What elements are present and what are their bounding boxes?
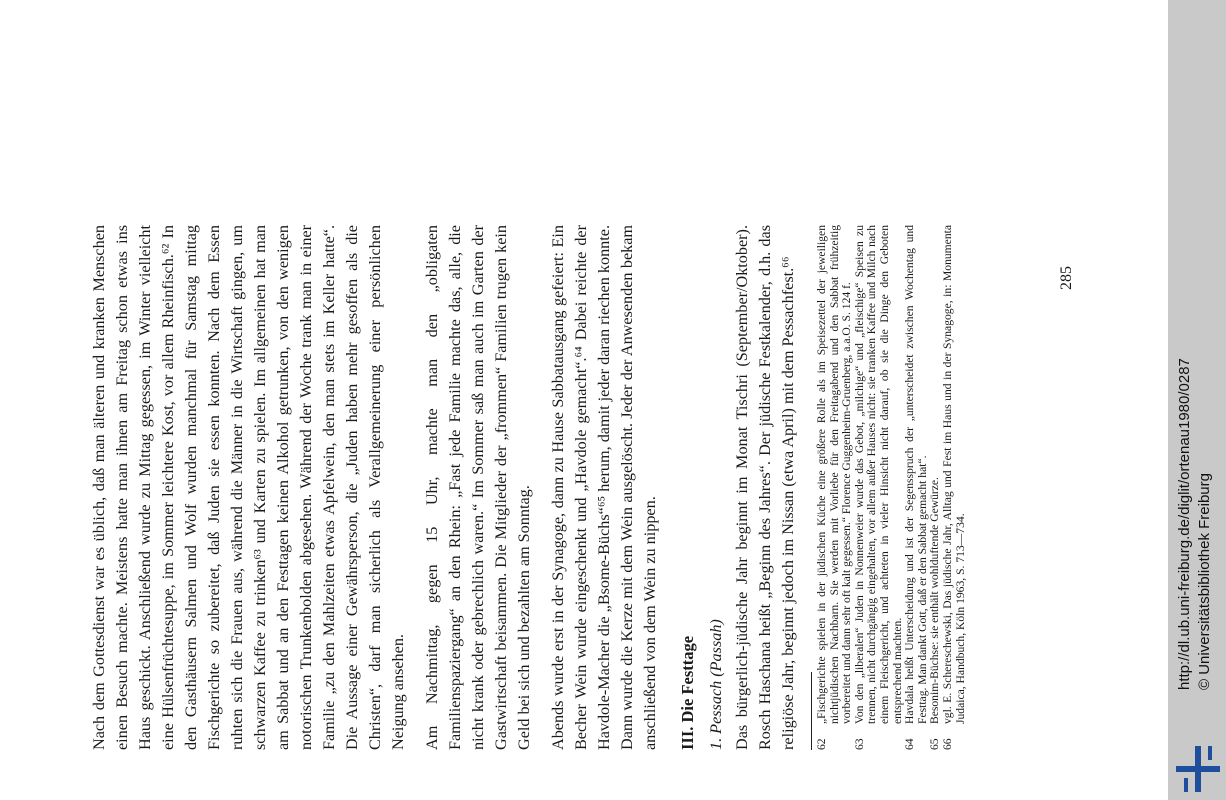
footnote [942,225,967,750]
footnote-text: Von den „liberalen“ Juden in Nonnenweier wurde das Gebot, „milchige“ und „fleischige“ Speisen zu trennen, nicht durchgängig eingehalten, vor allem außer Hauses nicht: sie tranken Kaffee und Milch nach einem Fleischgericht, und achteten in vieler Hinsicht nicht darauf, ob sie die Dinge den Geboten entsprechend machten. [852,225,904,724]
paragraph-havdala: Abends wurde erst in der Synagoge, dann zu Hause Sabbatausgang gefeiert: Ein Becher Wein wurde eingeschenkt und „Havdole gemacht“.⁶⁴ Dabei reichte der Havdole-Macher die „Bsome-Büchs“⁶⁵ herum, damit jeder daran riechen konnte. Dann wurde die Kerze mit dem Wein ausgelöscht. Jeder der Anwesenden bekam anschließend von dem Wein zu nippen. [549,225,659,750]
footnote-text: Besonim-Büchse: sie enthält wohlduftende Gewürze. [928,477,942,724]
footnote-number: 62 [815,738,828,750]
paragraph-sunday-meal: Nach dem Gottesdienst war es üblich, daß man älteren und kranken Menschen einen Besuch machte. Meistens hatte man ihnen am Freitag schon etwas ins Haus geschickt. Anschließend wurde zu Mittag gegessen, im Winter vielleicht eine Hülsenfrüchtesuppe, im Sommer leichtere Kost, vor allem Rheinfisch.⁶² In den Gasthäusern Salmen und Wolf wurden manchmal für Samstag mittag Fischgerichte so zubereitet, daß Juden sie essen konnten. Nach dem Essen ruhten sich die Frauen aus, während die Männer in die Wirtschaft gingen, um schwarzen Kaffee zu trinken⁶³ und Karten zu spielen. Im allgemeinen hat man am Sabbat und an den Festtagen keinen Alkohol getrunken, von den wenigen notorischen Trunkenbolden abgesehen. Während der Woche trank man in einer Familie „zu den Mahlzeiten etwas Apfelwein, den man stets im Keller hatte“. Die Aussage einer Gewährsperson, die „Juden haben mehr gesoffen als die Christen“, darf man sicherlich als Verallgemeinerung einer persönlichen Neigung ansehen. [90,225,407,750]
paragraph-festival-calendar: Das bürgerlich-jüdische Jahr beginnt im Monat Tischri (September/Oktober). Rosch Haschana heißt „Beginn des Jahres“. Der jüdische Festkalender, d.h. das religiöse Jahr, beginnt jedoch im Nissan (etwa April) mit dem Pessachfest.⁶⁶ [733,225,797,750]
paragraph-afternoon-walk: Am Nachmittag, gegen 15 Uhr, machte man den „obligaten Familienspaziergang“ an den Rhein: „Fast jede Familie machte das, alle, die nicht krank oder gebrechlich waren.“ Im Sommer saß man auch im Garten der Gastwirtschaft beisammen. Die Mitglieder der „frommen“ Familien trugen kein Geld bei sich und bezahlten am Sonntag. [423,225,533,750]
footnotes [816,225,967,750]
footnote-text: vgl. E. Schereschewski, Das jüdische Jahr, Alltag und Fest im Haus und in der Synagoge, in: Monumenta Judaica, Handbuch, Köln 1963, S. 713—734. [940,225,967,724]
footnote-number: 65 [928,738,942,750]
footnote-number: 66 [940,738,954,750]
footnote [816,225,854,750]
section-heading: III. Die Festtage [678,635,697,750]
footnote-number: 64 [903,738,917,750]
page-number: 285 [1058,266,1075,290]
copyright-notice: © Universitätsbibliothek Freiburg [1196,473,1213,690]
main-text-block [88,225,967,750]
footnote-text: Havdala heißt Unterscheidung und ist der Segensspruch der „unterscheidet zwischen Wochentag und Festtag. Man dankt Gott, daß er den Sabbat gemacht hat“. [903,225,929,724]
source-url-link[interactable]: http://dl.ub.uni-freiburg.de/diglit/ortenau1980/0287 [1176,358,1193,690]
footnote [904,225,929,750]
footnote-number: 63 [852,738,866,750]
footnote [854,225,904,750]
subsection-heading: 1. Pessach (Passah) [707,619,725,750]
library-logo-icon [1176,742,1220,796]
footnote-text: „Fischgerichte spielen in der jüdischen Küche eine größere Rolle als im Speisezettel der jeweiligen nichtjüdischen Nachbarn. Sie werden mit Vorliebe für den Freitagabend und den Sabbat frühzeitig vorbereitet und dann sehr oft kalt gegessen.“ Florence Guggenheim-Gruenberg, a.a.O. S. 124 f. [815,225,854,724]
footnote-divider [811,672,812,750]
